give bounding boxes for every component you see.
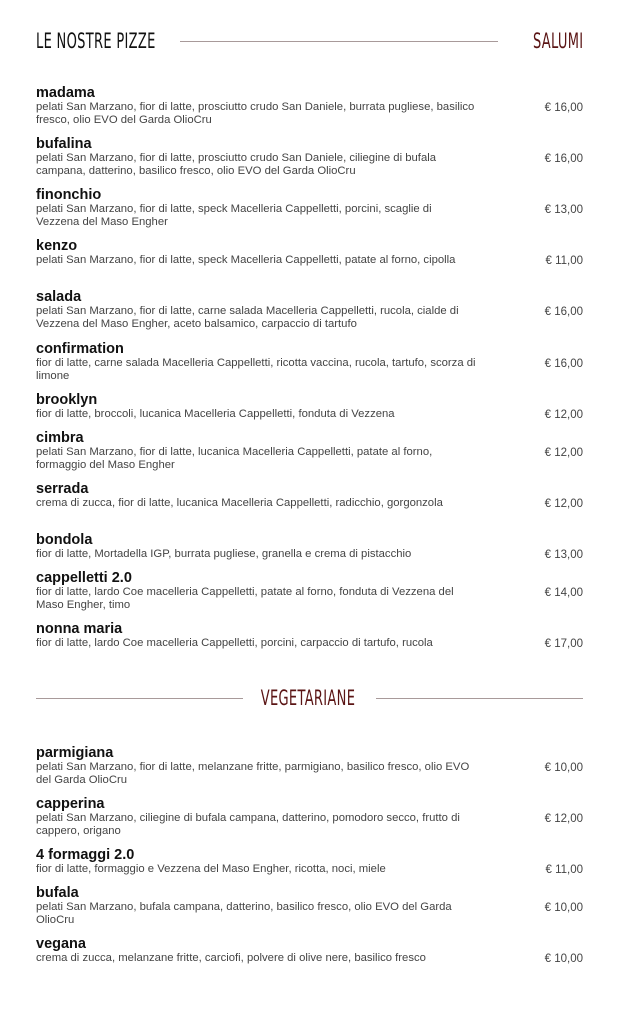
item-name: salada — [36, 289, 82, 305]
menu-item — [36, 86, 583, 127]
item-description: pelati San Marzano, ciliegine di bufala campana, datterino, pomodoro secco, frutto di cappero, origano — [36, 812, 460, 837]
veg-divider-left — [36, 698, 243, 699]
item-price: € 12,00 — [544, 447, 583, 459]
item-name: bondola — [36, 532, 93, 548]
veg-divider-right — [376, 698, 583, 699]
item-name: capperina — [36, 796, 105, 812]
item-name: cappelletti 2.0 — [36, 570, 132, 586]
item-name: brooklyn — [36, 392, 98, 408]
item-price: € 11,00 — [545, 255, 583, 267]
menu-item — [36, 188, 583, 229]
menu-item — [36, 137, 583, 178]
item-description: pelati San Marzano, fior di latte, melanzane fritte, parmigiano, basilico fresco, olio EVO del Garda OlioCru — [36, 761, 470, 786]
menu-item — [36, 239, 583, 267]
item-price: € 16,00 — [544, 102, 583, 114]
section-title-salumi: SALUMI — [532, 29, 583, 53]
item-name: kenzo — [36, 238, 78, 254]
item-price: € 13,00 — [544, 549, 583, 561]
item-price: € 10,00 — [544, 902, 583, 914]
item-description: pelati San Marzano, fior di latte, prosciutto crudo San Daniele, ciliegine di bufala campana, datterino, basilico fresco, olio EVO del Garda OlioCru — [36, 152, 437, 177]
item-description: fior di latte, formaggio e Vezzena del Maso Engher, ricotta, noci, miele — [36, 863, 386, 875]
item-description: pelati San Marzano, fior di latte, speck Macelleria Cappelletti, porcini, scaglie di Vezzena del Maso Engher — [36, 203, 432, 228]
menu-item — [36, 937, 583, 965]
menu-title: LE NOSTRE PIZZE — [36, 29, 156, 53]
item-name: bufala — [36, 885, 79, 901]
item-price: € 10,00 — [544, 953, 583, 965]
item-description: fior di latte, broccoli, lucanica Macelleria Cappelletti, fonduta di Vezzena — [36, 408, 395, 420]
menu-item — [36, 886, 583, 927]
item-description: fior di latte, lardo Coe macelleria Cappelletti, patate al forno, fonduta di Vezzena del Maso Engher, timo — [36, 586, 454, 611]
item-name: 4 formaggi 2.0 — [36, 847, 135, 863]
item-name: finonchio — [36, 187, 102, 203]
item-price: € 12,00 — [544, 498, 583, 510]
item-name: serrada — [36, 481, 89, 497]
menu-item — [36, 431, 583, 472]
item-name: cimbra — [36, 430, 84, 446]
item-price: € 12,00 — [544, 409, 583, 421]
item-name: vegana — [36, 936, 86, 952]
item-name: parmigiana — [36, 745, 114, 761]
item-description: pelati San Marzano, fior di latte, lucanica Macelleria Cappelletti, patate al forno, formaggio del Maso Engher — [36, 446, 433, 471]
menu-item — [36, 533, 583, 561]
item-price: € 10,00 — [544, 762, 583, 774]
item-price: € 13,00 — [544, 204, 583, 216]
header-divider — [180, 41, 498, 42]
menu-item — [36, 290, 583, 331]
item-name: nonna maria — [36, 621, 123, 637]
menu-item — [36, 393, 583, 421]
menu-item — [36, 848, 583, 876]
item-price: € 11,00 — [545, 864, 583, 876]
item-price: € 16,00 — [544, 358, 583, 370]
item-description: crema di zucca, fior di latte, lucanica Macelleria Cappelletti, radicchio, gorgonzola — [36, 497, 443, 509]
menu-item — [36, 746, 583, 787]
item-description: pelati San Marzano, bufala campana, datterino, basilico fresco, olio EVO del Garda OlioCru — [36, 901, 452, 926]
section-title-vegetariane: VEGETARIANE — [260, 686, 356, 710]
item-price: € 14,00 — [544, 587, 583, 599]
item-price: € 12,00 — [544, 813, 583, 825]
menu-item — [36, 797, 583, 838]
item-price: € 16,00 — [544, 153, 583, 165]
menu-item — [36, 622, 583, 650]
menu-item — [36, 482, 583, 510]
item-description: fior di latte, Mortadella IGP, burrata pugliese, granella e crema di pistacchio — [36, 548, 412, 560]
menu-item — [36, 342, 583, 383]
item-description: pelati San Marzano, fior di latte, speck Macelleria Cappelletti, patate al forno, cipolla — [36, 254, 456, 266]
item-description: fior di latte, carne salada Macelleria Cappelletti, ricotta vaccina, rucola, tartufo, scorza di limone — [36, 357, 476, 382]
item-description: pelati San Marzano, fior di latte, carne salada Macelleria Cappelletti, rucola, cialde di Vezzena del Maso Engher, aceto balsamico, carpaccio di tartufo — [36, 305, 459, 330]
item-description: pelati San Marzano, fior di latte, prosciutto crudo San Daniele, burrata pugliese, basilico fresco, olio EVO del Garda OlioCru — [36, 101, 475, 126]
menu-item — [36, 571, 583, 612]
item-price: € 16,00 — [544, 306, 583, 318]
item-description: fior di latte, lardo Coe macelleria Cappelletti, porcini, carpaccio di tartufo, rucola — [36, 637, 433, 649]
item-name: bufalina — [36, 136, 92, 152]
item-description: crema di zucca, melanzane fritte, carciofi, polvere di olive nere, basilico fresco — [36, 952, 426, 964]
item-name: madama — [36, 85, 95, 101]
item-price: € 17,00 — [544, 638, 583, 650]
item-name: confirmation — [36, 341, 124, 357]
